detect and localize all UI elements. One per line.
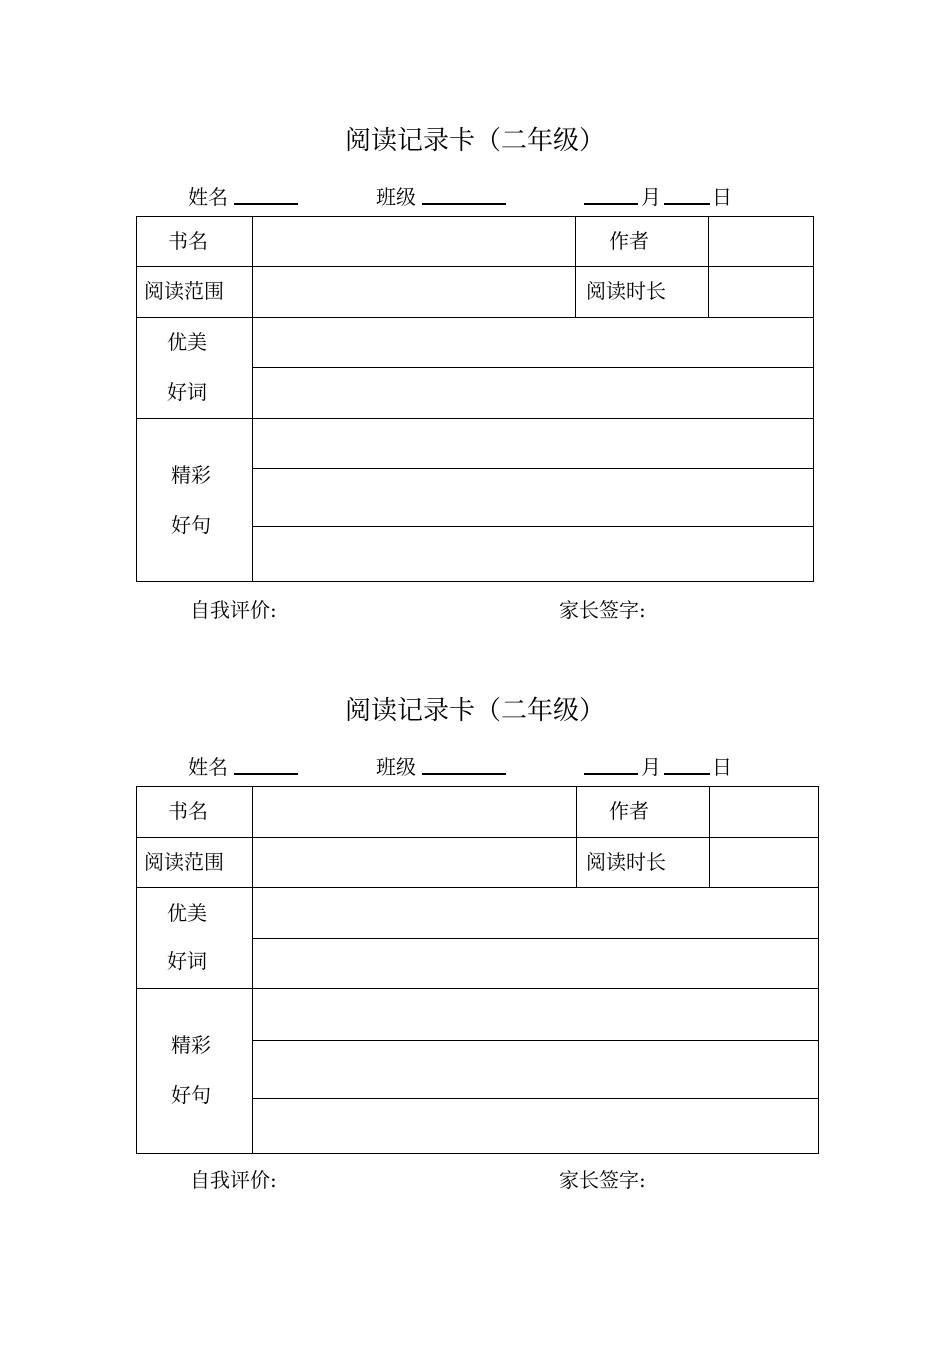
good-sentences-label-1: 精彩 xyxy=(171,463,211,487)
parent-signature-label: 家长签字: xyxy=(559,598,646,622)
day-label: 日 xyxy=(712,755,732,779)
good-words-label-2: 好词 xyxy=(167,380,207,404)
self-evaluation-label: 自我评价: xyxy=(190,1168,277,1192)
good-words-label-1: 优美 xyxy=(167,901,207,925)
name-blank[interactable] xyxy=(234,203,298,205)
self-evaluation-label: 自我评价: xyxy=(190,598,277,622)
good-words-line-2[interactable] xyxy=(253,939,818,988)
good-words-line-1[interactable] xyxy=(253,318,813,367)
reading-range-field[interactable] xyxy=(253,838,576,887)
day-label: 日 xyxy=(712,185,732,209)
divider xyxy=(137,266,253,267)
name-blank[interactable] xyxy=(234,773,298,775)
name-label: 姓名 xyxy=(188,185,228,209)
book-title-label: 书名 xyxy=(168,799,208,823)
good-words-label-2: 好词 xyxy=(167,949,207,973)
divider xyxy=(575,217,576,318)
good-words-line-2[interactable] xyxy=(253,368,813,418)
author-label: 作者 xyxy=(609,799,649,823)
card-title: 阅读记录卡（二年级） xyxy=(344,696,605,726)
day-blank[interactable] xyxy=(664,773,710,775)
class-label: 班级 xyxy=(376,185,416,209)
parent-signature-label: 家长签字: xyxy=(559,1168,646,1192)
month-blank[interactable] xyxy=(584,203,638,205)
reading-duration-label: 阅读时长 xyxy=(586,850,666,874)
class-blank[interactable] xyxy=(422,773,506,775)
reading-duration-field[interactable] xyxy=(709,267,813,317)
good-sentences-line-2[interactable] xyxy=(253,1041,818,1098)
class-label: 班级 xyxy=(376,755,416,779)
reading-duration-label: 阅读时长 xyxy=(586,279,666,303)
month-blank[interactable] xyxy=(584,773,638,775)
author-field[interactable] xyxy=(709,217,813,266)
good-sentences-label-1: 精彩 xyxy=(171,1033,211,1057)
good-sentences-line-1[interactable] xyxy=(253,419,813,468)
month-label: 月 xyxy=(641,755,661,779)
day-blank[interactable] xyxy=(664,203,710,205)
good-sentences-line-3[interactable] xyxy=(253,527,813,581)
reading-duration-field[interactable] xyxy=(710,838,818,887)
good-sentences-label-2: 好句 xyxy=(171,513,211,537)
book-title-label: 书名 xyxy=(168,229,208,253)
good-words-line-1[interactable] xyxy=(253,888,818,938)
reading-range-label: 阅读范围 xyxy=(144,279,224,303)
good-sentences-line-3[interactable] xyxy=(253,1099,818,1153)
header-fields xyxy=(0,752,950,782)
reading-range-label: 阅读范围 xyxy=(144,850,224,874)
record-table xyxy=(136,786,819,1154)
author-field[interactable] xyxy=(710,787,818,837)
name-label: 姓名 xyxy=(188,755,228,779)
good-sentences-line-1[interactable] xyxy=(253,989,818,1040)
book-title-field[interactable] xyxy=(253,787,576,837)
card-title: 阅读记录卡（二年级） xyxy=(344,126,605,156)
book-title-field[interactable] xyxy=(253,217,575,266)
month-label: 月 xyxy=(641,185,661,209)
good-sentences-line-2[interactable] xyxy=(253,469,813,526)
good-words-label-1: 优美 xyxy=(167,330,207,354)
author-label: 作者 xyxy=(609,229,649,253)
class-blank[interactable] xyxy=(422,203,506,205)
record-table xyxy=(136,216,814,582)
reading-range-field[interactable] xyxy=(253,267,575,317)
header-fields xyxy=(0,182,950,212)
good-sentences-label-2: 好句 xyxy=(171,1083,211,1107)
